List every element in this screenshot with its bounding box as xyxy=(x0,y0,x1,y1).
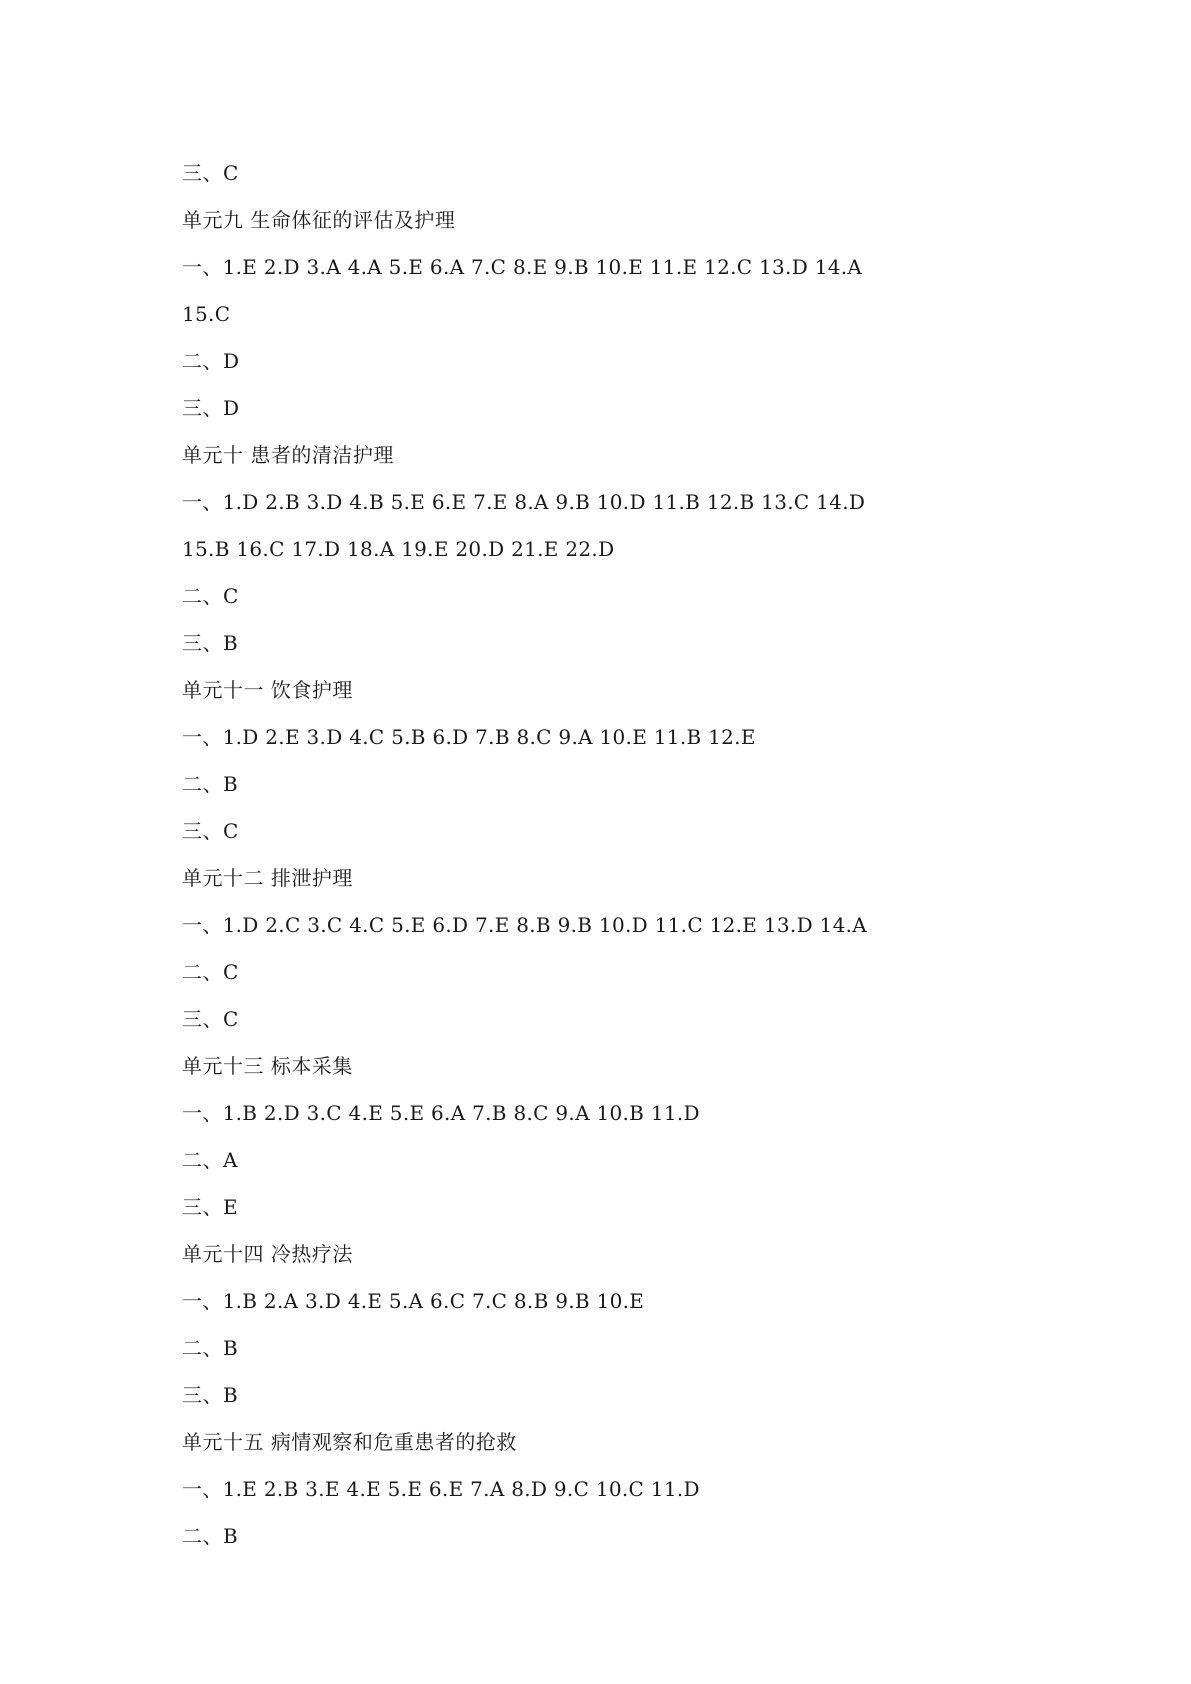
answer-line: 一、1.E 2.B 3.E 4.E 5.E 6.E 7.A 8.D 9.C 10.C 11.D xyxy=(182,1477,700,1501)
answer-line: 二、B xyxy=(182,772,239,796)
answer-line: 三、E xyxy=(182,1195,239,1219)
answer-line: 二、A xyxy=(182,1148,238,1172)
unit-heading: 单元十四 冷热疗法 xyxy=(182,1242,353,1266)
unit-heading: 单元十一 饮食护理 xyxy=(182,678,353,702)
unit-heading: 单元十三 标本采集 xyxy=(182,1054,353,1078)
answer-line: 三、B xyxy=(182,631,239,655)
answer-line: 三、D xyxy=(182,396,240,420)
answer-line: 一、1.D 2.C 3.C 4.C 5.E 6.D 7.E 8.B 9.B 10.D 11.C 12.E 13.D 14.A xyxy=(182,913,868,937)
answer-line: 一、1.E 2.D 3.A 4.A 5.E 6.A 7.C 8.E 9.B 10.E 11.E 12.C 13.D 14.A xyxy=(182,255,863,279)
answer-line: 三、C xyxy=(182,819,239,843)
answer-line: 15.B 16.C 17.D 18.A 19.E 20.D 21.E 22.D xyxy=(182,537,615,561)
answer-key-page xyxy=(182,150,1042,1560)
unit-heading: 单元九 生命体征的评估及护理 xyxy=(182,208,456,232)
answer-line: 一、1.D 2.B 3.D 4.B 5.E 6.E 7.E 8.A 9.B 10.D 11.B 12.B 13.C 14.D xyxy=(182,490,866,514)
answer-line: 二、C xyxy=(182,960,239,984)
answer-line: 三、C xyxy=(182,161,239,185)
answer-line: 一、1.B 2.D 3.C 4.E 5.E 6.A 7.B 8.C 9.A 10.B 11.D xyxy=(182,1101,700,1125)
answer-line: 二、C xyxy=(182,584,239,608)
unit-heading: 单元十 患者的清洁护理 xyxy=(182,443,394,467)
answer-line: 二、B xyxy=(182,1336,239,1360)
answer-line: 15.C xyxy=(182,302,231,326)
answer-line: 一、1.B 2.A 3.D 4.E 5.A 6.C 7.C 8.B 9.B 10.E xyxy=(182,1289,645,1313)
answer-line: 一、1.D 2.E 3.D 4.C 5.B 6.D 7.B 8.C 9.A 10.E 11.B 12.E xyxy=(182,725,756,749)
answer-line: 二、D xyxy=(182,349,240,373)
answer-line: 二、B xyxy=(182,1524,239,1548)
answer-line: 三、C xyxy=(182,1007,239,1031)
answer-line: 三、B xyxy=(182,1383,239,1407)
unit-heading: 单元十二 排泄护理 xyxy=(182,866,353,890)
unit-heading: 单元十五 病情观察和危重患者的抢救 xyxy=(182,1430,517,1454)
